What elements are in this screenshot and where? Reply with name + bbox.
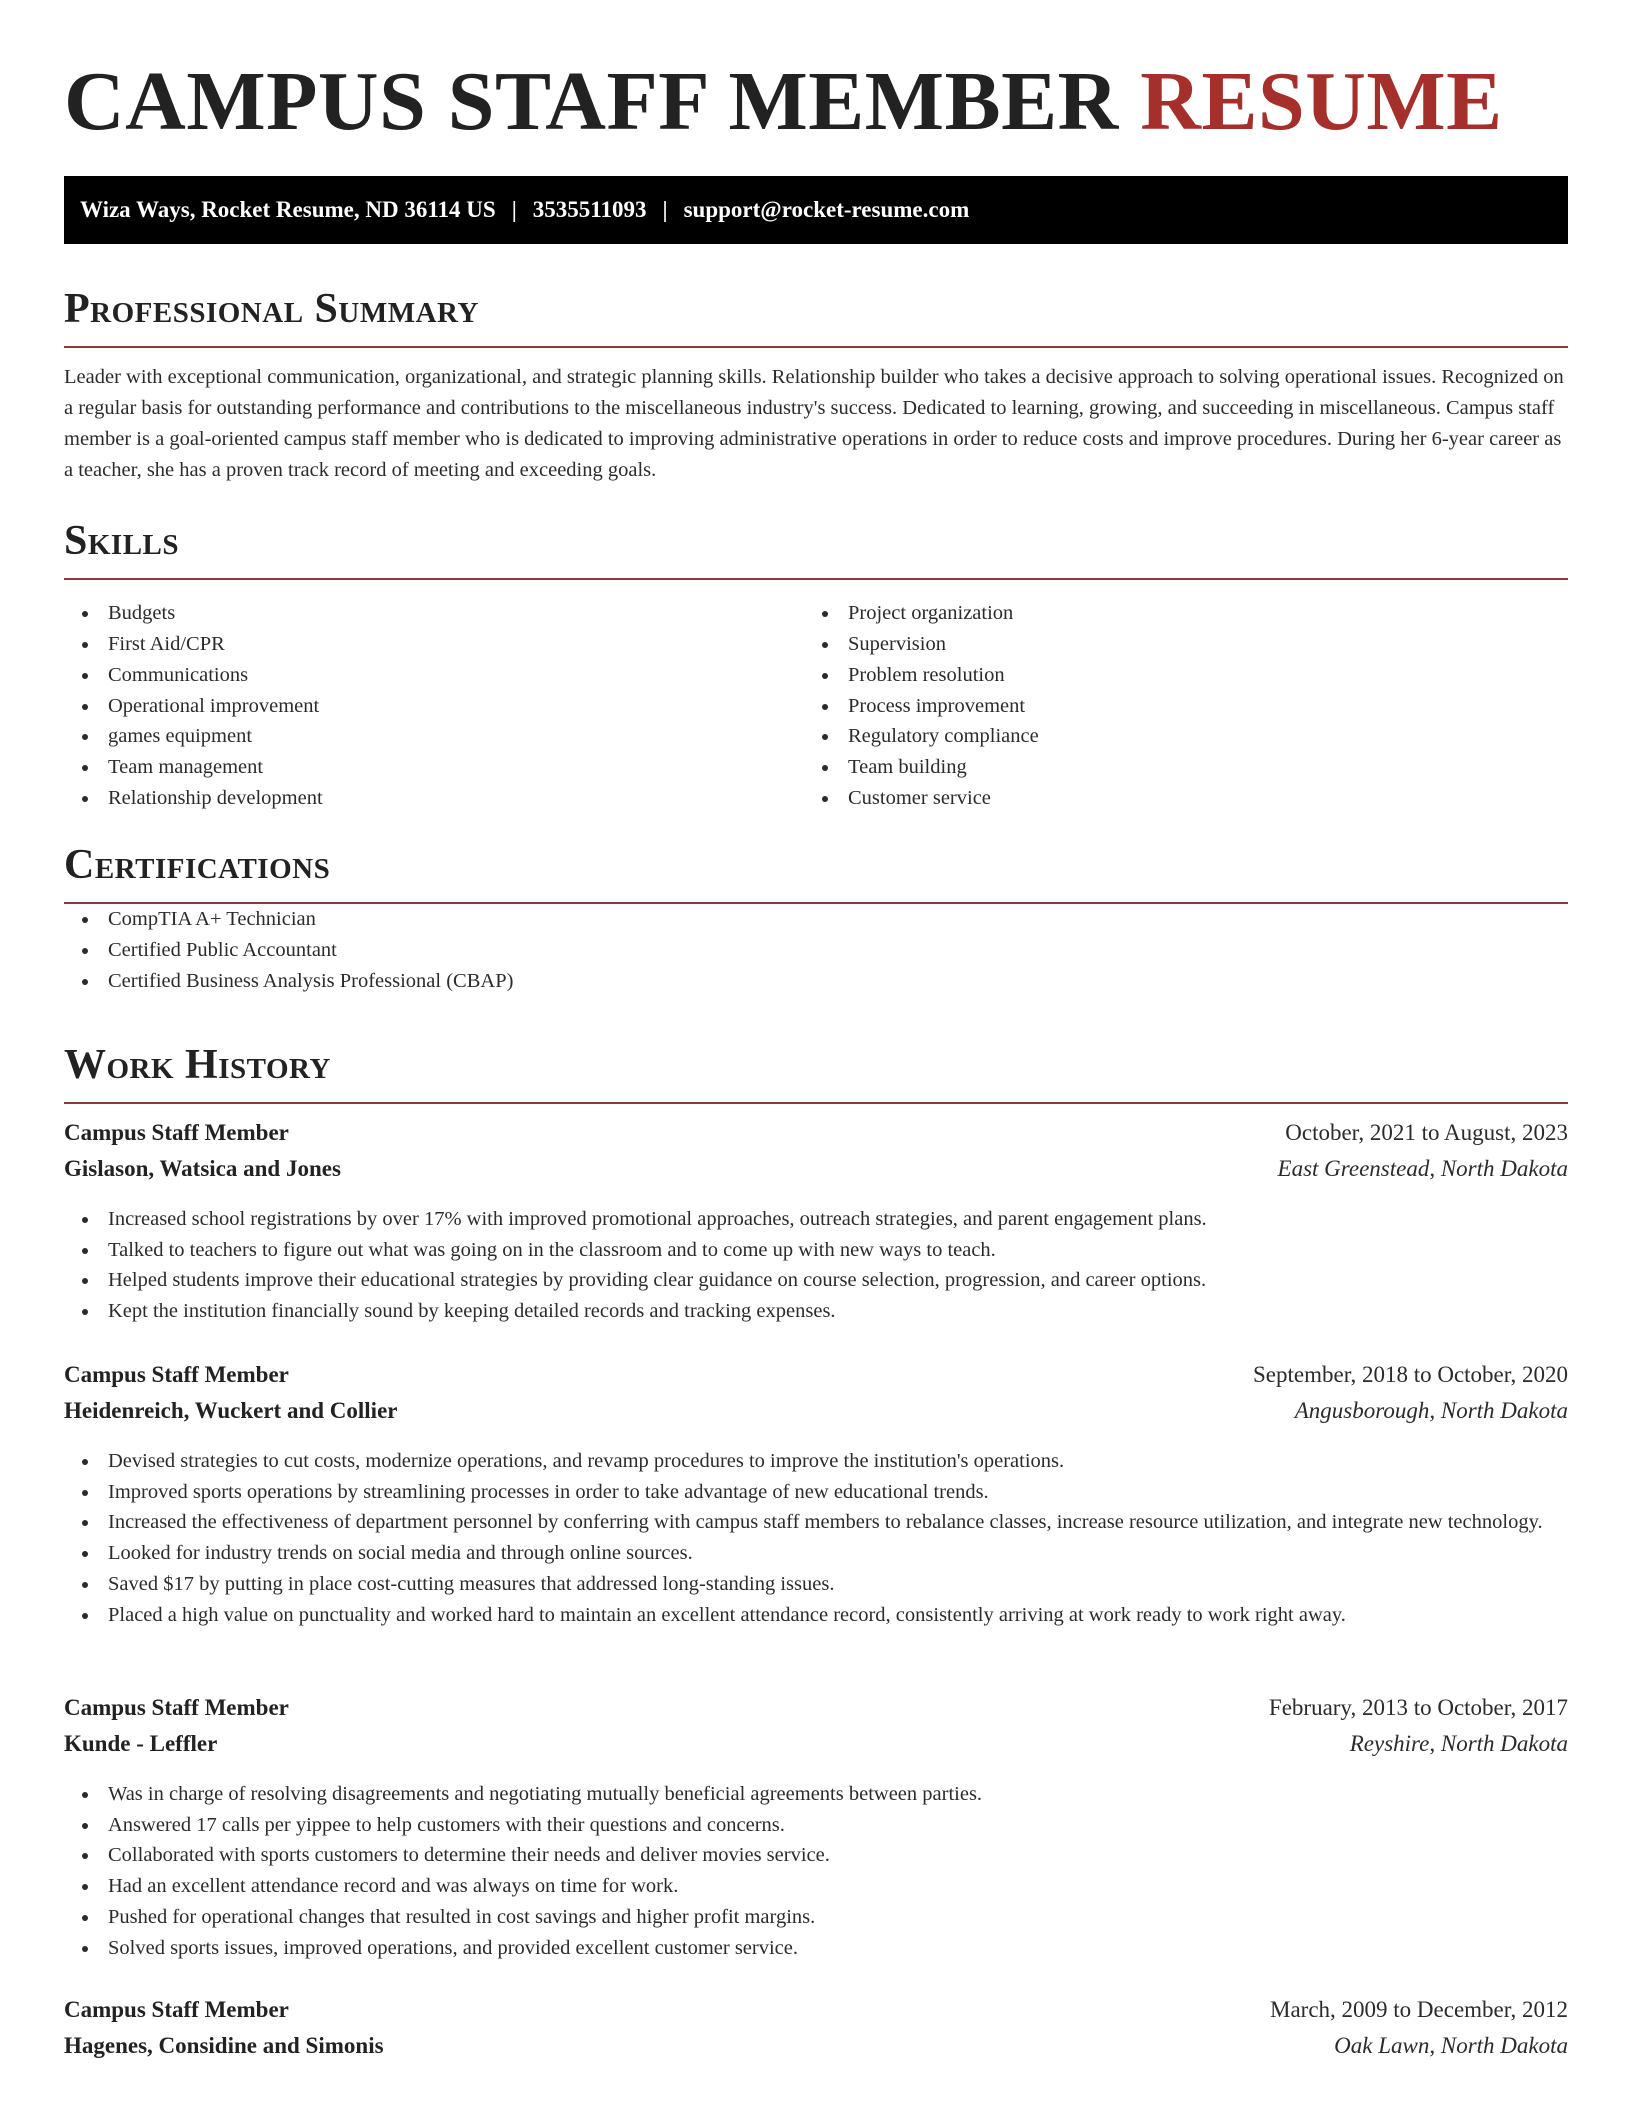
job-bullet: Increased the effectiveness of department personnel by conferring with campus staff members to rebalance classes, increase resource utilization, and integrate new technology.: [64, 1507, 1568, 1538]
skill-item: Process improvement: [804, 691, 1544, 722]
job-title-row: [64, 1362, 1568, 1398]
job-dates: September, 2018 to October, 2020: [1253, 1362, 1568, 1387]
skills-list-left: [64, 598, 804, 813]
job-company: Kunde - Leffler: [64, 1731, 218, 1756]
skill-item: Operational improvement: [64, 691, 804, 722]
skill-item: Team building: [804, 752, 1544, 783]
title-main: CAMPUS STAFF MEMBER: [64, 55, 1119, 148]
skill-item: First Aid/CPR: [64, 629, 804, 660]
work-history-heading: Work History: [64, 1042, 331, 1088]
job-title: Campus Staff Member: [64, 1997, 289, 2022]
job-bullet: Collaborated with sports customers to determine their needs and deliver movies service.: [64, 1840, 1568, 1871]
job-dates: February, 2013 to October, 2017: [1268, 1695, 1568, 1720]
certifications-section: [64, 840, 1568, 997]
contact-address: Wiza Ways, Rocket Resume, ND 36114 US: [80, 197, 496, 222]
section-divider: [64, 578, 1568, 580]
summary-section: [64, 284, 1568, 486]
job-title-row: [64, 1997, 1568, 2033]
certifications-heading: Certifications: [64, 842, 331, 888]
job-bullet: Devised strategies to cut costs, modernize operations, and revamp procedures to improve the institution's operations.: [64, 1446, 1568, 1477]
job-title: Campus Staff Member: [64, 1120, 289, 1145]
job-company: Gislason, Watsica and Jones: [64, 1156, 341, 1181]
contact-email[interactable]: support@rocket-resume.com: [683, 197, 970, 222]
skill-item: Customer service: [804, 783, 1544, 814]
job-entry: [64, 1997, 1568, 2069]
job-bullet: Answered 17 calls per yippee to help customers with their questions and concerns.: [64, 1810, 1568, 1841]
contact-phone: 3535511093: [532, 197, 647, 222]
job-bullets: [64, 1446, 1568, 1630]
skill-item: Communications: [64, 660, 804, 691]
job-bullets: [64, 1204, 1568, 1327]
job-company-row: [64, 2033, 1568, 2069]
job-title-row: [64, 1695, 1568, 1731]
job-location: East Greenstead, North Dakota: [1277, 1156, 1568, 1181]
job-bullet: Had an excellent attendance record and was always on time for work.: [64, 1871, 1568, 1902]
job-bullet: Was in charge of resolving disagreements and negotiating mutually beneficial agreements between parties.: [64, 1779, 1568, 1810]
job-company-row: [64, 1731, 1568, 1767]
job-bullets: [64, 1779, 1568, 1963]
summary-text: Leader with exceptional communication, organizational, and strategic planning skills. Relationship builder who takes a decisive approach to solving operational issues. Recognized on a regular basis for outstanding performance and contributions to the miscellaneous industry's success. Dedicated to learning, growing, and succeeding in miscellaneous. Campus staff member is a goal-oriented campus staff member who is dedicated to improving administrative operations in order to reduce costs and improve procedures. During her 6-year career as a teacher, she has a proven track record of meeting and exceeding goals.: [64, 366, 1564, 482]
job-bullet: Kept the institution financially sound by keeping detailed records and tracking expenses.: [64, 1296, 1568, 1327]
contact-separator: |: [662, 197, 668, 222]
job-bullet: Solved sports issues, improved operations, and provided excellent customer service.: [64, 1933, 1568, 1964]
skill-item: Budgets: [64, 598, 804, 629]
skill-item: Relationship development: [64, 783, 804, 814]
job-location: Angusborough, North Dakota: [1294, 1398, 1568, 1423]
job-company-row: [64, 1156, 1568, 1192]
job-bullet: Increased school registrations by over 17% with improved promotional approaches, outreach strategies, and parent engagement plans.: [64, 1204, 1568, 1235]
job-location: Oak Lawn, North Dakota: [1334, 2033, 1568, 2058]
skill-item: Project organization: [804, 598, 1544, 629]
certification-item: Certified Business Analysis Professional (CBAP): [64, 966, 1568, 997]
job-entry: [64, 1362, 1568, 1630]
job-bullet: Looked for industry trends on social media and through online sources.: [64, 1538, 1568, 1569]
job-bullet: Placed a high value on punctuality and worked hard to maintain an excellent attendance record, consistently arriving at work ready to work right away.: [64, 1600, 1568, 1631]
certification-item: CompTIA A+ Technician: [64, 904, 1568, 935]
certification-item: Certified Public Accountant: [64, 935, 1568, 966]
contact-bar: [64, 176, 1568, 244]
section-divider: [64, 346, 1568, 348]
skills-grid: [64, 598, 1568, 813]
job-bullet: Saved $17 by putting in place cost-cutting measures that addressed long-standing issues.: [64, 1569, 1568, 1600]
summary-heading: Professional Summary: [64, 286, 479, 332]
job-entry: [64, 1120, 1568, 1327]
job-title: Campus Staff Member: [64, 1695, 289, 1720]
skills-section: [64, 516, 1568, 813]
job-dates: March, 2009 to December, 2012: [1270, 1997, 1568, 2022]
skill-item: games equipment: [64, 721, 804, 752]
skills-list-right: [804, 598, 1544, 813]
job-title-row: [64, 1120, 1568, 1156]
job-title: Campus Staff Member: [64, 1362, 289, 1387]
resume-title: [64, 52, 1503, 153]
skills-heading: Skills: [64, 518, 180, 564]
job-company: Heidenreich, Wuckert and Collier: [64, 1398, 398, 1423]
job-bullet: Improved sports operations by streamlining processes in order to take advantage of new educational trends.: [64, 1477, 1568, 1508]
job-company-row: [64, 1398, 1568, 1434]
job-bullet: Pushed for operational changes that resulted in cost savings and higher profit margins.: [64, 1902, 1568, 1933]
certifications-list: [64, 904, 1568, 996]
job-location: Reyshire, North Dakota: [1349, 1731, 1568, 1756]
skill-item: Supervision: [804, 629, 1544, 660]
job-bullet: Helped students improve their educational strategies by providing clear guidance on course selection, progression, and career options.: [64, 1265, 1568, 1296]
contact-separator: |: [511, 197, 517, 222]
skill-item: Problem resolution: [804, 660, 1544, 691]
job-dates: October, 2021 to August, 2023: [1285, 1120, 1568, 1145]
title-accent: RESUME: [1140, 55, 1503, 148]
section-divider: [64, 1102, 1568, 1104]
job-bullet: Talked to teachers to figure out what was going on in the classroom and to come up with new ways to teach.: [64, 1235, 1568, 1266]
job-entry: [64, 1695, 1568, 1963]
job-company: Hagenes, Considine and Simonis: [64, 2033, 384, 2058]
skill-item: Regulatory compliance: [804, 721, 1544, 752]
skill-item: Team management: [64, 752, 804, 783]
work-history-section: [64, 1040, 1568, 1104]
